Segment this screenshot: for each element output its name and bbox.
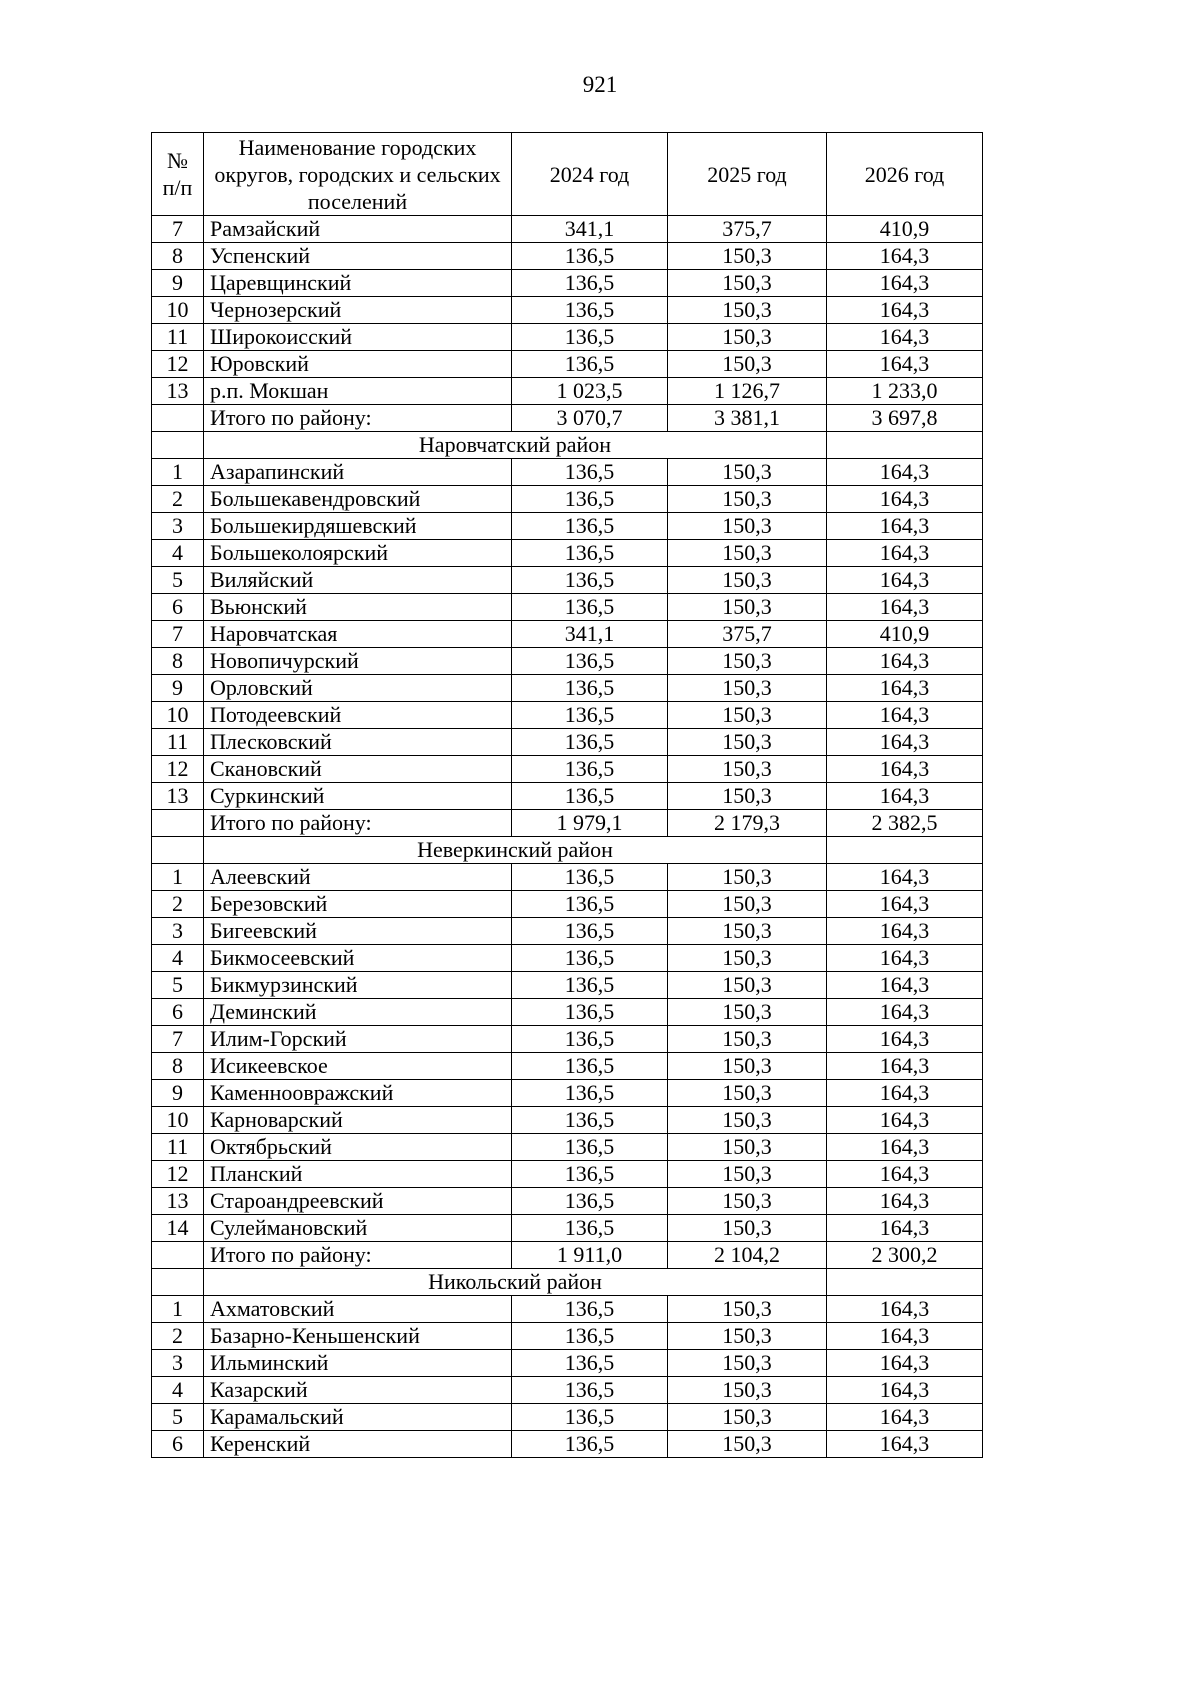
value-2026: 164,3	[827, 1053, 983, 1080]
value-2025: 150,3	[668, 1188, 827, 1215]
table-row	[152, 297, 983, 324]
value-2025: 150,3	[668, 351, 827, 378]
table-row	[152, 1134, 983, 1161]
row-number: 3	[152, 513, 204, 540]
value-2025: 150,3	[668, 1377, 827, 1404]
settlement-name: Новопичурский	[204, 648, 512, 675]
value-2026: 164,3	[827, 1404, 983, 1431]
value-2024: 136,5	[512, 918, 668, 945]
district-title: Наровчатский район	[204, 432, 827, 459]
value-2026: 164,3	[827, 1134, 983, 1161]
settlement-name: Алеевский	[204, 864, 512, 891]
value-2026: 164,3	[827, 567, 983, 594]
value-2025: 150,3	[668, 1431, 827, 1458]
value-2025: 150,3	[668, 702, 827, 729]
value-2025: 2 179,3	[668, 810, 827, 837]
value-2024: 136,5	[512, 702, 668, 729]
table-row	[152, 324, 983, 351]
settlement-name: Царевщинский	[204, 270, 512, 297]
settlement-name: Карамальский	[204, 1404, 512, 1431]
value-2024: 136,5	[512, 864, 668, 891]
settlement-name: Староандреевский	[204, 1188, 512, 1215]
value-2026: 164,3	[827, 945, 983, 972]
settlement-name: Азарапинский	[204, 459, 512, 486]
table-row	[152, 270, 983, 297]
settlement-name: Большекирдяшевский	[204, 513, 512, 540]
value-2026: 164,3	[827, 243, 983, 270]
settlement-name: Наровчатская	[204, 621, 512, 648]
empty-cell	[827, 1269, 983, 1296]
value-2025: 150,3	[668, 1404, 827, 1431]
value-2025: 375,7	[668, 621, 827, 648]
value-2024: 3 070,7	[512, 405, 668, 432]
settlement-name: Рамзайский	[204, 216, 512, 243]
table-row	[152, 351, 983, 378]
settlement-name: Илим-Горский	[204, 1026, 512, 1053]
value-2026: 164,3	[827, 648, 983, 675]
value-2025: 150,3	[668, 243, 827, 270]
row-number: 13	[152, 378, 204, 405]
value-2024: 136,5	[512, 675, 668, 702]
value-2025: 150,3	[668, 675, 827, 702]
value-2024: 136,5	[512, 486, 668, 513]
settlement-name: Карноварский	[204, 1107, 512, 1134]
row-number: 2	[152, 486, 204, 513]
value-2024: 136,5	[512, 999, 668, 1026]
row-number: 5	[152, 1404, 204, 1431]
settlement-name: Бикмосеевский	[204, 945, 512, 972]
value-2024: 1 979,1	[512, 810, 668, 837]
total-row	[152, 1242, 983, 1269]
row-number: 2	[152, 891, 204, 918]
settlement-name: Орловский	[204, 675, 512, 702]
value-2026: 164,3	[827, 1215, 983, 1242]
value-2026: 164,3	[827, 864, 983, 891]
value-2024: 136,5	[512, 1350, 668, 1377]
row-number: 4	[152, 945, 204, 972]
row-number: 8	[152, 243, 204, 270]
header-2024: 2024 год	[512, 133, 668, 216]
row-number: 10	[152, 1107, 204, 1134]
value-2024: 136,5	[512, 891, 668, 918]
value-2024: 136,5	[512, 756, 668, 783]
settlement-name: Казарский	[204, 1377, 512, 1404]
value-2026: 164,3	[827, 270, 983, 297]
table-row	[152, 972, 983, 999]
settlement-name: Планский	[204, 1161, 512, 1188]
value-2025: 150,3	[668, 891, 827, 918]
value-2026: 164,3	[827, 459, 983, 486]
settlement-name: Широкоисский	[204, 324, 512, 351]
value-2025: 2 104,2	[668, 1242, 827, 1269]
value-2024: 1 911,0	[512, 1242, 668, 1269]
row-number	[152, 1242, 204, 1269]
value-2025: 3 381,1	[668, 405, 827, 432]
empty-cell	[152, 432, 204, 459]
header-2026: 2026 год	[827, 133, 983, 216]
value-2026: 2 300,2	[827, 1242, 983, 1269]
row-number: 9	[152, 270, 204, 297]
row-number: 6	[152, 999, 204, 1026]
value-2026: 164,3	[827, 918, 983, 945]
district-title: Неверкинский район	[204, 837, 827, 864]
value-2025: 150,3	[668, 1215, 827, 1242]
value-2024: 136,5	[512, 648, 668, 675]
table-row	[152, 1161, 983, 1188]
table-row	[152, 918, 983, 945]
row-number: 4	[152, 540, 204, 567]
row-number: 5	[152, 567, 204, 594]
settlement-name: Базарно-Кеньшенский	[204, 1323, 512, 1350]
row-number: 1	[152, 459, 204, 486]
row-number: 14	[152, 1215, 204, 1242]
value-2025: 150,3	[668, 1053, 827, 1080]
value-2024: 136,5	[512, 270, 668, 297]
value-2026: 164,3	[827, 783, 983, 810]
value-2024: 136,5	[512, 1188, 668, 1215]
settlement-name: Ильминский	[204, 1350, 512, 1377]
row-number: 6	[152, 1431, 204, 1458]
value-2024: 136,5	[512, 1404, 668, 1431]
table-row	[152, 621, 983, 648]
total-row	[152, 810, 983, 837]
row-number: 10	[152, 297, 204, 324]
table-row	[152, 756, 983, 783]
value-2026: 164,3	[827, 513, 983, 540]
table-row	[152, 675, 983, 702]
value-2024: 136,5	[512, 243, 668, 270]
row-number	[152, 405, 204, 432]
table-row	[152, 1026, 983, 1053]
row-number: 11	[152, 729, 204, 756]
row-number: 5	[152, 972, 204, 999]
settlement-name: Исикеевское	[204, 1053, 512, 1080]
value-2024: 136,5	[512, 1431, 668, 1458]
value-2026: 164,3	[827, 1296, 983, 1323]
row-number: 9	[152, 1080, 204, 1107]
row-number: 7	[152, 621, 204, 648]
table-row	[152, 1080, 983, 1107]
row-number: 11	[152, 1134, 204, 1161]
value-2026: 164,3	[827, 1377, 983, 1404]
settlement-name: Большекавендровский	[204, 486, 512, 513]
budget-table	[151, 132, 983, 1458]
row-number: 12	[152, 1161, 204, 1188]
page-number: 921	[582, 72, 618, 97]
table-row	[152, 378, 983, 405]
table-row	[152, 486, 983, 513]
table-row	[152, 243, 983, 270]
row-number: 1	[152, 864, 204, 891]
value-2025: 150,3	[668, 918, 827, 945]
table-body	[152, 216, 983, 1458]
value-2026: 164,3	[827, 351, 983, 378]
total-label: Итого по району:	[204, 1242, 512, 1269]
settlement-name: Юровский	[204, 351, 512, 378]
district-header-row	[152, 837, 983, 864]
value-2024: 136,5	[512, 1215, 668, 1242]
value-2026: 164,3	[827, 999, 983, 1026]
value-2025: 150,3	[668, 945, 827, 972]
table-row	[152, 513, 983, 540]
settlement-name: Виляйский	[204, 567, 512, 594]
total-label: Итого по району:	[204, 405, 512, 432]
settlement-name: Керенский	[204, 1431, 512, 1458]
value-2026: 164,3	[827, 729, 983, 756]
row-number: 8	[152, 648, 204, 675]
table-row	[152, 1107, 983, 1134]
value-2024: 136,5	[512, 783, 668, 810]
settlement-name: Бикмурзинский	[204, 972, 512, 999]
row-number: 1	[152, 1296, 204, 1323]
value-2026: 164,3	[827, 1026, 983, 1053]
empty-cell	[152, 1269, 204, 1296]
empty-cell	[152, 837, 204, 864]
value-2024: 136,5	[512, 1026, 668, 1053]
table-row	[152, 702, 983, 729]
header-name: Наименование городских округов, городских и сельских поселений	[204, 133, 512, 216]
row-number: 11	[152, 324, 204, 351]
value-2026: 164,3	[827, 1323, 983, 1350]
value-2026: 3 697,8	[827, 405, 983, 432]
value-2026: 164,3	[827, 756, 983, 783]
value-2024: 136,5	[512, 1377, 668, 1404]
value-2026: 164,3	[827, 486, 983, 513]
table-row	[152, 1053, 983, 1080]
settlement-name: Скановский	[204, 756, 512, 783]
value-2025: 150,3	[668, 270, 827, 297]
value-2025: 150,3	[668, 1323, 827, 1350]
value-2024: 136,5	[512, 1107, 668, 1134]
value-2025: 1 126,7	[668, 378, 827, 405]
value-2025: 150,3	[668, 486, 827, 513]
value-2024: 136,5	[512, 1161, 668, 1188]
table-row	[152, 864, 983, 891]
value-2026: 164,3	[827, 1161, 983, 1188]
value-2024: 136,5	[512, 324, 668, 351]
table-row	[152, 216, 983, 243]
row-number: 3	[152, 918, 204, 945]
table-row	[152, 1377, 983, 1404]
table-header	[152, 133, 983, 216]
value-2024: 136,5	[512, 540, 668, 567]
table-row	[152, 1431, 983, 1458]
table-row	[152, 783, 983, 810]
total-label: Итого по району:	[204, 810, 512, 837]
settlement-name: Большеколоярский	[204, 540, 512, 567]
value-2024: 136,5	[512, 351, 668, 378]
settlement-name: р.п. Мокшан	[204, 378, 512, 405]
value-2025: 150,3	[668, 1080, 827, 1107]
value-2025: 150,3	[668, 567, 827, 594]
row-number: 9	[152, 675, 204, 702]
value-2026: 164,3	[827, 1107, 983, 1134]
value-2024: 136,5	[512, 1080, 668, 1107]
table-row	[152, 1350, 983, 1377]
row-number: 6	[152, 594, 204, 621]
row-number: 12	[152, 756, 204, 783]
value-2026: 164,3	[827, 972, 983, 999]
row-number: 4	[152, 1377, 204, 1404]
value-2026: 410,9	[827, 621, 983, 648]
table-row	[152, 1296, 983, 1323]
value-2024: 136,5	[512, 1296, 668, 1323]
table-row	[152, 729, 983, 756]
row-number: 13	[152, 783, 204, 810]
table-row	[152, 567, 983, 594]
value-2026: 1 233,0	[827, 378, 983, 405]
settlement-name: Деминский	[204, 999, 512, 1026]
table-row	[152, 891, 983, 918]
value-2025: 150,3	[668, 972, 827, 999]
empty-cell	[827, 432, 983, 459]
value-2025: 150,3	[668, 783, 827, 810]
settlement-name: Потодеевский	[204, 702, 512, 729]
row-number: 2	[152, 1323, 204, 1350]
value-2025: 150,3	[668, 540, 827, 567]
row-number: 7	[152, 1026, 204, 1053]
value-2025: 150,3	[668, 324, 827, 351]
table-row	[152, 999, 983, 1026]
table-row	[152, 540, 983, 567]
row-number: 8	[152, 1053, 204, 1080]
value-2025: 150,3	[668, 1107, 827, 1134]
settlement-name: Плесковский	[204, 729, 512, 756]
value-2026: 164,3	[827, 675, 983, 702]
value-2024: 136,5	[512, 945, 668, 972]
district-header-row	[152, 1269, 983, 1296]
district-title: Никольский район	[204, 1269, 827, 1296]
value-2024: 136,5	[512, 1053, 668, 1080]
value-2025: 150,3	[668, 1161, 827, 1188]
empty-cell	[827, 837, 983, 864]
value-2025: 150,3	[668, 513, 827, 540]
value-2025: 150,3	[668, 864, 827, 891]
row-number: 7	[152, 216, 204, 243]
table-row	[152, 945, 983, 972]
settlement-name: Березовский	[204, 891, 512, 918]
row-number: 3	[152, 1350, 204, 1377]
table-row	[152, 1404, 983, 1431]
value-2026: 164,3	[827, 1080, 983, 1107]
value-2024: 341,1	[512, 216, 668, 243]
value-2025: 150,3	[668, 1026, 827, 1053]
value-2026: 164,3	[827, 1431, 983, 1458]
value-2024: 136,5	[512, 1134, 668, 1161]
value-2025: 150,3	[668, 729, 827, 756]
value-2026: 164,3	[827, 702, 983, 729]
settlement-name: Сулеймановский	[204, 1215, 512, 1242]
value-2026: 164,3	[827, 324, 983, 351]
settlement-name: Чернозерский	[204, 297, 512, 324]
value-2026: 164,3	[827, 1188, 983, 1215]
value-2025: 150,3	[668, 459, 827, 486]
value-2024: 136,5	[512, 567, 668, 594]
total-row	[152, 405, 983, 432]
settlement-name: Суркинский	[204, 783, 512, 810]
value-2026: 164,3	[827, 540, 983, 567]
value-2024: 136,5	[512, 594, 668, 621]
header-2025: 2025 год	[668, 133, 827, 216]
value-2024: 136,5	[512, 459, 668, 486]
settlement-name: Успенский	[204, 243, 512, 270]
value-2024: 136,5	[512, 1323, 668, 1350]
header-num: № п/п	[152, 133, 204, 216]
value-2026: 164,3	[827, 1350, 983, 1377]
value-2024: 136,5	[512, 972, 668, 999]
value-2025: 150,3	[668, 648, 827, 675]
value-2025: 150,3	[668, 999, 827, 1026]
row-number: 12	[152, 351, 204, 378]
value-2024: 136,5	[512, 729, 668, 756]
settlement-name: Октябрьский	[204, 1134, 512, 1161]
value-2026: 2 382,5	[827, 810, 983, 837]
table-row	[152, 1323, 983, 1350]
table-row	[152, 594, 983, 621]
value-2024: 1 023,5	[512, 378, 668, 405]
settlement-name: Вьюнский	[204, 594, 512, 621]
table-row	[152, 1188, 983, 1215]
table-row	[152, 648, 983, 675]
settlement-name: Ахматовский	[204, 1296, 512, 1323]
value-2026: 164,3	[827, 297, 983, 324]
value-2026: 164,3	[827, 594, 983, 621]
table-row	[152, 1215, 983, 1242]
row-number: 13	[152, 1188, 204, 1215]
value-2024: 136,5	[512, 513, 668, 540]
table-row	[152, 459, 983, 486]
value-2025: 150,3	[668, 1350, 827, 1377]
row-number	[152, 810, 204, 837]
value-2025: 150,3	[668, 1134, 827, 1161]
value-2025: 150,3	[668, 756, 827, 783]
settlement-name: Бигеевский	[204, 918, 512, 945]
value-2026: 410,9	[827, 216, 983, 243]
row-number: 10	[152, 702, 204, 729]
value-2025: 150,3	[668, 1296, 827, 1323]
district-header-row	[152, 432, 983, 459]
value-2025: 375,7	[668, 216, 827, 243]
value-2025: 150,3	[668, 594, 827, 621]
value-2024: 341,1	[512, 621, 668, 648]
value-2026: 164,3	[827, 891, 983, 918]
settlement-name: Каменноовражский	[204, 1080, 512, 1107]
header-row	[152, 133, 983, 216]
value-2025: 150,3	[668, 297, 827, 324]
value-2024: 136,5	[512, 297, 668, 324]
